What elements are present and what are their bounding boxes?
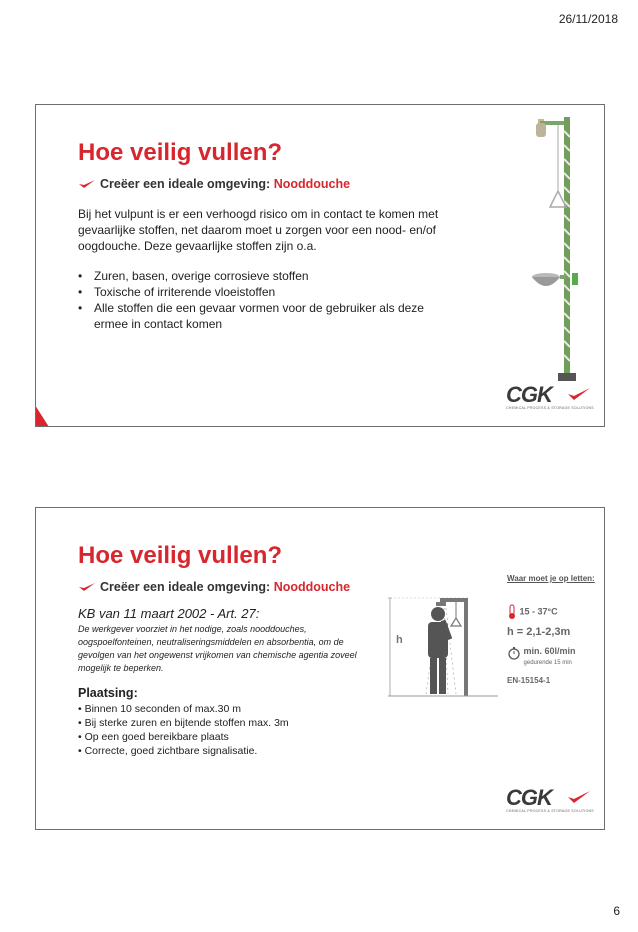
slide-1-subtitle-highlight: Nooddouche — [273, 177, 351, 191]
slide-1-subtitle — [78, 177, 350, 192]
info-flow — [507, 646, 576, 666]
list-item: • Correcte, goed zichtbare signalisatie. — [78, 745, 258, 757]
checkmark-icon — [78, 581, 96, 595]
slide-2 — [35, 507, 605, 830]
stopwatch-icon — [507, 646, 521, 660]
checkmark-icon — [78, 178, 96, 192]
slide-corner-accent — [35, 405, 49, 427]
list-item: • Toxische of irriterende vloeistoffen — [78, 284, 456, 300]
list-item: • Alle stoffen die een gevaar vormen voor de gebruiker als deze ermee in contact komen — [78, 300, 456, 332]
plaatsing-section — [78, 685, 378, 758]
plaatsing-title: Plaatsing: — [78, 686, 138, 700]
temperature-value: 15 - 37°C — [519, 606, 558, 617]
logo-check-icon — [568, 388, 590, 402]
plaatsing-list — [78, 702, 378, 758]
cgk-logo — [506, 382, 594, 414]
logo-check-icon — [568, 791, 590, 805]
slide-2-subtitle — [78, 580, 350, 595]
flow-note: gedurende 15 min — [523, 660, 572, 666]
slide-1-bullet-list — [78, 268, 456, 332]
info-temperature — [507, 604, 558, 620]
logo-text: CGK — [506, 382, 552, 407]
list-item: • Op een goed bereikbare plaats — [78, 731, 229, 743]
list-item: • Binnen 10 seconden of max.30 m — [78, 703, 242, 715]
list-item: • Bij sterke zuren en bijtende stoffen max. 3m — [78, 717, 289, 729]
emergency-shower-image — [518, 111, 578, 391]
slide-1-title: Hoe veilig vullen? — [78, 139, 283, 166]
flow-value: min. 60l/min — [523, 646, 576, 656]
cgk-logo — [506, 785, 594, 817]
info-height: h = 2,1-2,3m — [507, 626, 571, 638]
h-label: h — [396, 634, 403, 646]
thermometer-icon — [507, 604, 517, 620]
page-date: 26/11/2018 — [558, 12, 618, 26]
slide-2-subtitle-prefix: Creëer een ideale omgeving: — [100, 580, 274, 594]
slide-1-paragraph: Bij het vulpunt is er een verhoogd risico om in contact te komen met gevaarlijke stoffen, net daarom moet u zorgen voor een nood- en/of oogdouche. Deze gevaarlijke stoffen zijn o.a. — [78, 207, 439, 253]
slide-1-subtitle-prefix: Creëer een ideale omgeving: — [100, 177, 274, 191]
slide-2-subtitle-highlight: Nooddouche — [273, 580, 351, 594]
slide-2-title: Hoe veilig vullen? — [78, 542, 283, 569]
logo-text: CGK — [506, 785, 552, 810]
info-heading: Waar moet je op letten: — [507, 574, 595, 583]
logo-tagline: CHEMICAL PROCESS & STORAGE SOLUTIONS — [506, 809, 594, 813]
page-number: 6 — [613, 904, 620, 918]
logo-tagline: CHEMICAL PROCESS & STORAGE SOLUTIONS — [506, 406, 594, 410]
kb-text: De werkgever voorziet in het nodige, zoals nooddouches, oogspoelfonteinen, neutraliseringsmiddelen en absorbentia, om de gevolgen van het ongewenst vrijkomen van chemische agentia zoveel mogelijk te beperken. — [78, 624, 357, 673]
slide-1 — [35, 104, 605, 427]
kb-title: KB van 11 maart 2002 - Art. 27: — [78, 606, 260, 621]
kb-section — [78, 606, 374, 675]
list-item: • Zuren, basen, overige corrosieve stoffen — [78, 268, 456, 284]
info-norm: EN-15154-1 — [507, 676, 551, 685]
slide-1-body — [78, 206, 456, 332]
